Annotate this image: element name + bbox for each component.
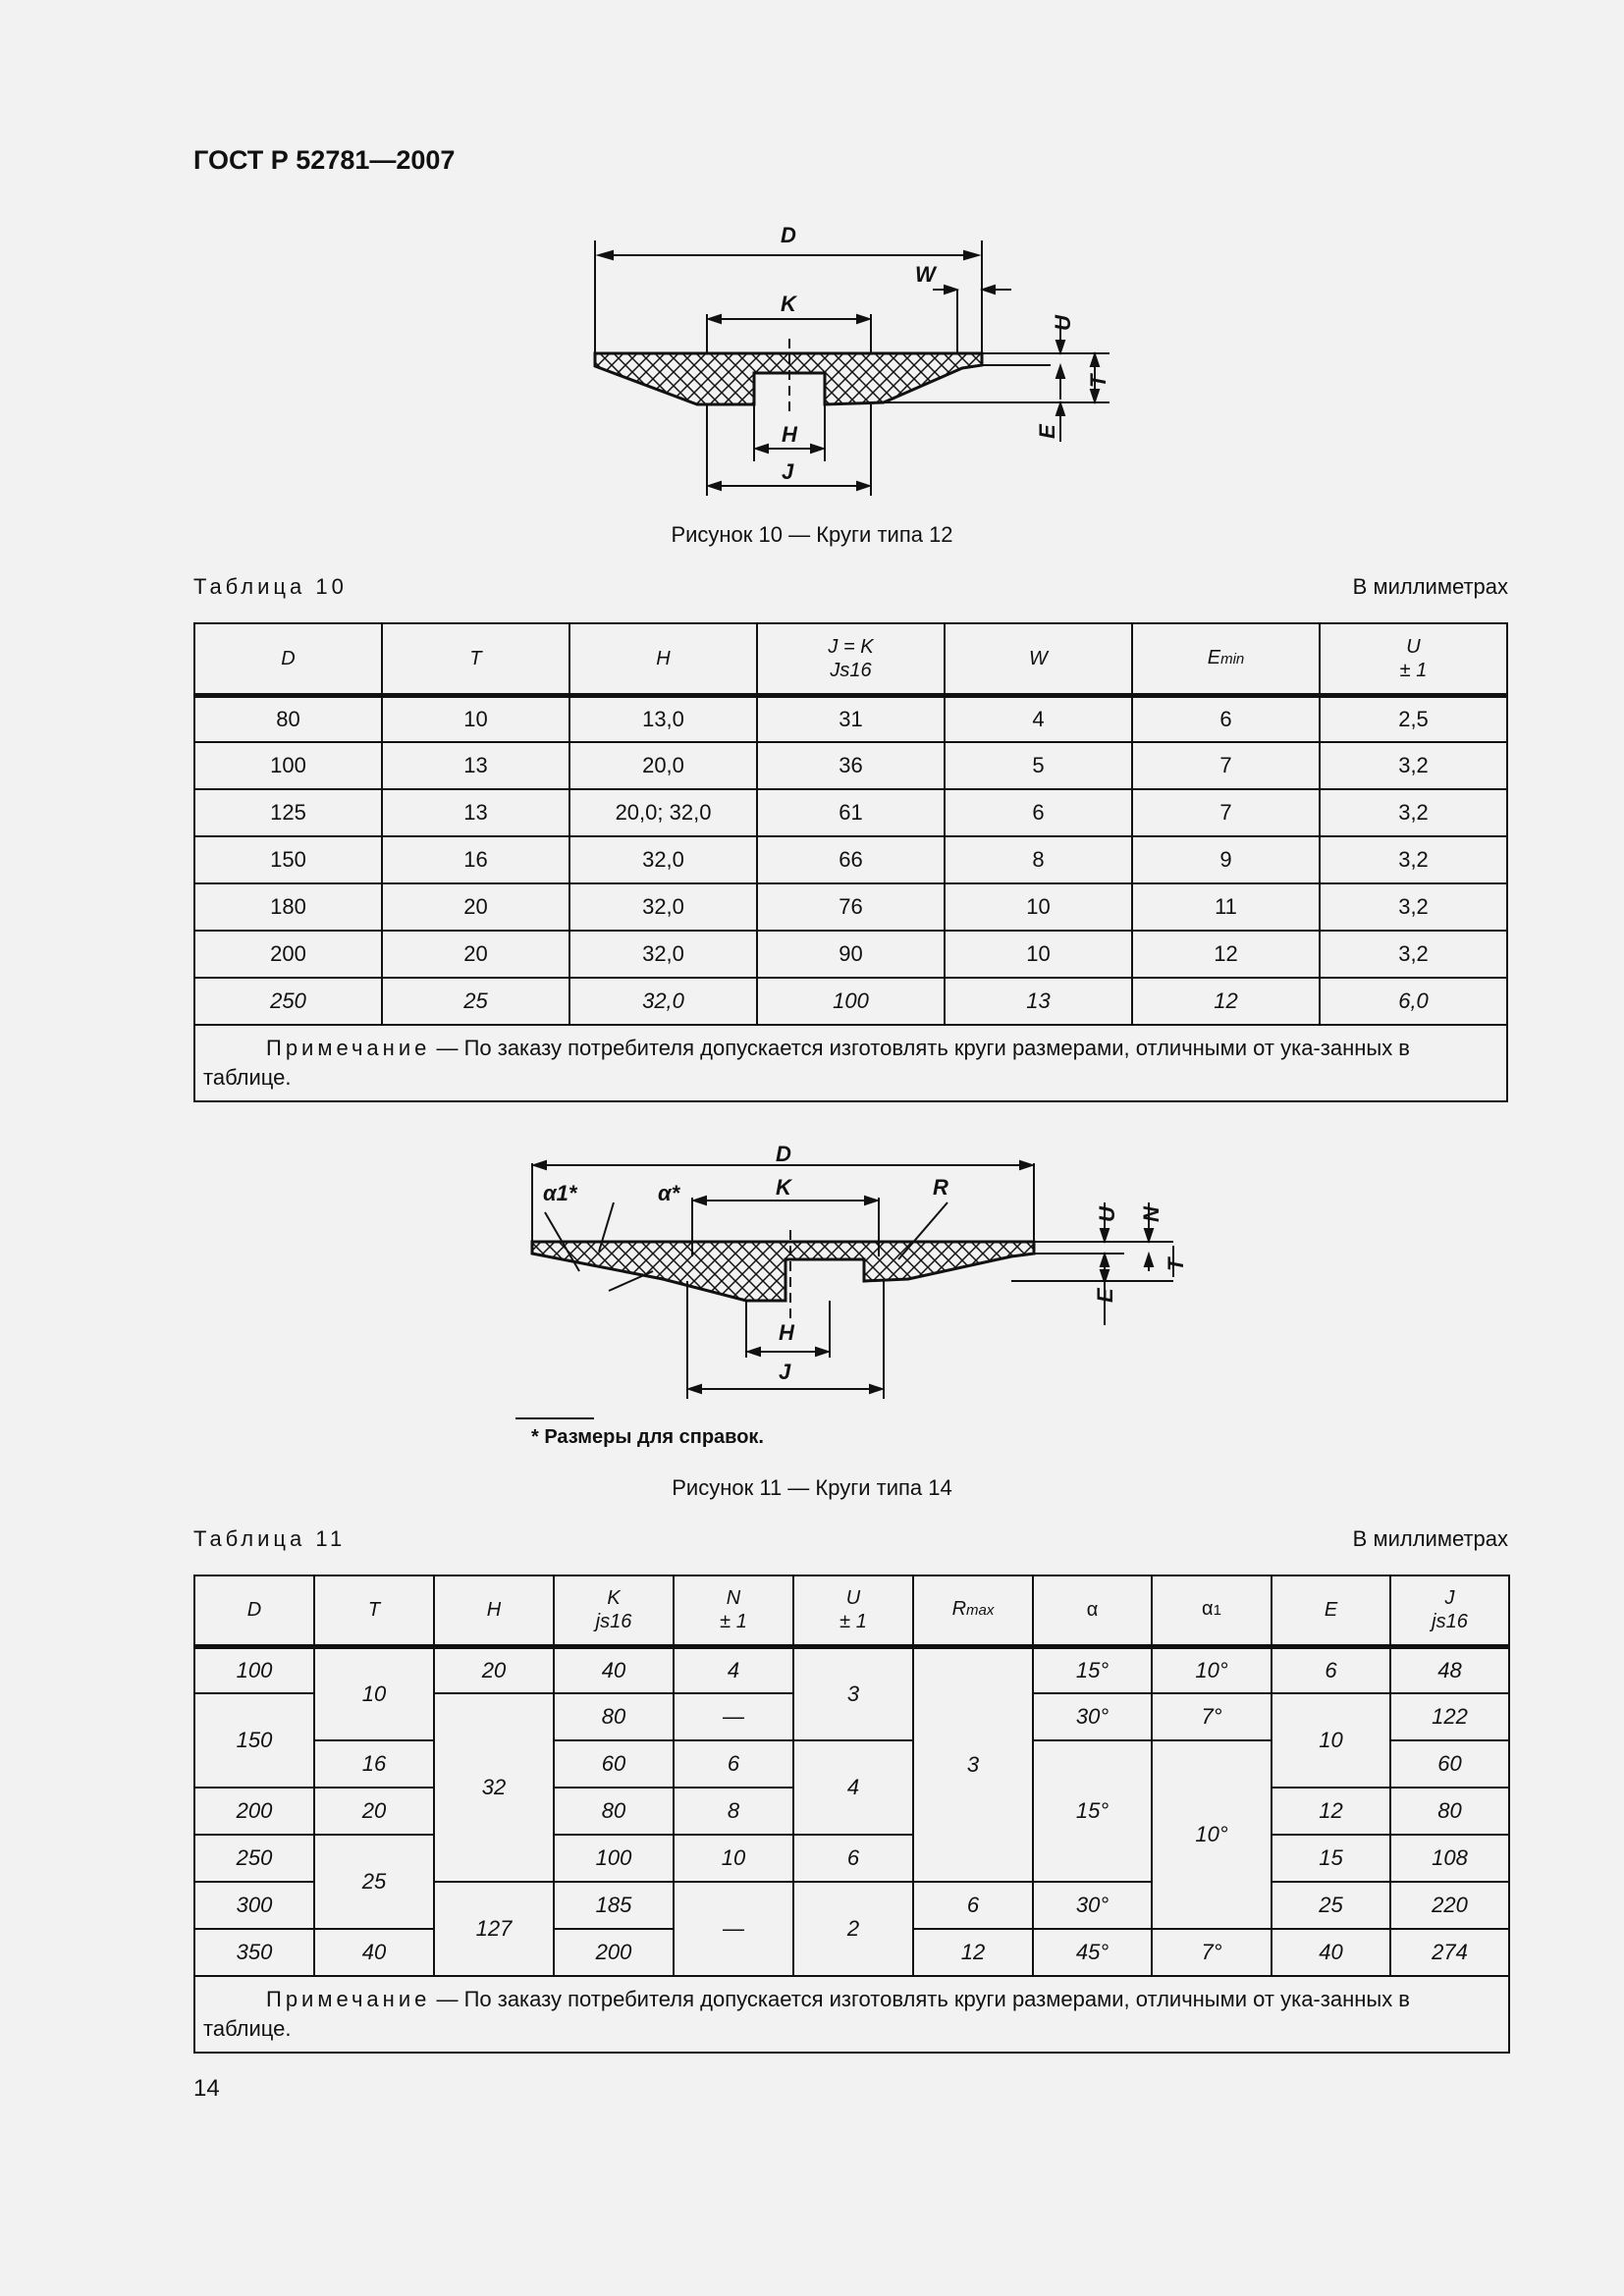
t10-cell: 32,0 [569,931,757,978]
t11-cell: 10° [1152,1646,1272,1693]
table-row [194,742,1507,789]
fig11-label-t: T [1164,1257,1188,1271]
t10-cell: 2,5 [1320,695,1507,742]
t10-cell: 9 [1132,836,1320,883]
t10-cell: 6,0 [1320,978,1507,1025]
table-row [194,978,1507,1025]
t10-cell: 250 [194,978,382,1025]
t11-cell: 80 [1390,1788,1509,1835]
t10-cell: 10 [945,931,1132,978]
fig10-label-d: D [781,223,796,247]
t10-cell: 36 [757,742,945,789]
t11-cell: 100 [554,1835,674,1882]
t11-cell: 300 [194,1882,314,1929]
t11-cell: 80 [554,1693,674,1740]
t11-cell: 6 [793,1835,913,1882]
t11-cell: 60 [554,1740,674,1788]
t11-cell: 6 [1272,1646,1390,1693]
t11-cell: 2 [793,1882,913,1976]
t10-cell: 3,2 [1320,836,1507,883]
t10-cell: 32,0 [569,978,757,1025]
t10-cell: 32,0 [569,883,757,931]
t11-header-d: D [194,1575,314,1646]
fig10-label-h: H [782,422,797,447]
t11-cell: 40 [554,1646,674,1693]
t10-cell: 76 [757,883,945,931]
t11-cell: 250 [194,1835,314,1882]
t10-cell: 7 [1132,789,1320,836]
t10-cell: 25 [382,978,569,1025]
t11-header-h: H [434,1575,554,1646]
t11-cell: 3 [793,1646,913,1740]
fig10-label-e: E [1035,424,1059,439]
t11-cell: 40 [314,1929,434,1976]
t11-cell: 3 [913,1646,1033,1882]
t11-cell: 10 [1272,1693,1390,1788]
t10-cell: 3,2 [1320,931,1507,978]
page-number: 14 [193,2075,220,2102]
t10-cell: 80 [194,695,382,742]
fig10-label-t: T [1086,374,1110,388]
t11-header-j: J js16 [1390,1575,1509,1646]
t10-cell: 4 [945,695,1132,742]
fig11-label-h: H [779,1320,794,1345]
t11-cell: 16 [314,1740,434,1788]
t10-cell: 6 [1132,695,1320,742]
t10-cell: 3,2 [1320,742,1507,789]
t11-header-k: K js16 [554,1575,674,1646]
figure-11-drawing [515,1144,1203,1468]
fig10-label-w: W [915,262,936,287]
t11-header-t: T [314,1575,434,1646]
t11-cell: 7° [1152,1693,1272,1740]
table-10-title: Таблица 10 [193,574,348,599]
figure-11-footnote: * Размеры для справок. [531,1426,764,1448]
fig11-label-e: E [1093,1288,1117,1303]
t11-cell: 25 [314,1835,434,1929]
t10-cell: 150 [194,836,382,883]
t11-cell: 200 [554,1929,674,1976]
t11-cell: 60 [1390,1740,1509,1788]
t10-cell: 20,0; 32,0 [569,789,757,836]
t11-cell: 108 [1390,1835,1509,1882]
t10-cell: 11 [1132,883,1320,931]
t11-cell: 25 [1272,1882,1390,1929]
t11-cell: 12 [1272,1788,1390,1835]
t10-cell: 7 [1132,742,1320,789]
t11-cell: 30° [1033,1882,1152,1929]
t11-cell: 4 [674,1646,793,1693]
t11-header-u: U ± 1 [793,1575,913,1646]
t10-cell: 16 [382,836,569,883]
t11-cell: 150 [194,1693,314,1788]
t10-cell: 3,2 [1320,789,1507,836]
t10-cell: 32,0 [569,836,757,883]
t11-cell: 40 [1272,1929,1390,1976]
t11-cell: 185 [554,1882,674,1929]
t11-cell: — [674,1882,793,1976]
t11-cell: 20 [314,1788,434,1835]
t10-header-h: H [569,623,757,695]
t11-cell: 10 [674,1835,793,1882]
t10-cell: 13,0 [569,695,757,742]
t11-cell: 350 [194,1929,314,1976]
t10-cell: 3,2 [1320,883,1507,931]
t10-cell: 13 [382,789,569,836]
t11-cell: — [674,1693,793,1740]
t11-cell: 10° [1152,1740,1272,1929]
table-row [194,836,1507,883]
figure-10-caption: Рисунок 10 — Круги типа 12 [671,522,953,547]
t10-cell: 10 [382,695,569,742]
fig11-label-alpha1: α1* [543,1181,577,1205]
t11-cell: 45° [1033,1929,1152,1976]
figure-11-caption: Рисунок 11 — Круги типа 14 [672,1475,952,1500]
t11-cell: 8 [674,1788,793,1835]
t11-cell: 100 [194,1646,314,1693]
t11-cell: 12 [913,1929,1033,1976]
t10-header-d: D [194,623,382,695]
t11-cell: 127 [434,1882,554,1976]
t10-header-u: U ± 1 [1320,623,1507,695]
document-header: ГОСТ Р 52781—2007 [193,145,456,175]
fig10-label-k: K [781,292,796,316]
table-11 [193,1575,1510,2054]
table-10-units: В миллиметрах [1352,574,1508,599]
t10-cell: 8 [945,836,1132,883]
t10-cell: 12 [1132,931,1320,978]
t10-cell: 100 [757,978,945,1025]
t10-cell: 20 [382,931,569,978]
t11-cell: 15° [1033,1740,1152,1882]
fig11-label-r: R [933,1175,948,1200]
t11-cell: 15° [1033,1646,1152,1693]
fig11-label-alpha: α* [658,1181,680,1205]
fig11-label-j: J [779,1360,791,1384]
t10-cell: 90 [757,931,945,978]
t11-header-r: Rmax [913,1575,1033,1646]
t10-cell: 13 [382,742,569,789]
t11-header-alpha: α [1033,1575,1152,1646]
t11-cell: 30° [1033,1693,1152,1740]
t10-header-t: T [382,623,569,695]
fig11-label-u: U [1095,1206,1119,1222]
table-row [194,931,1507,978]
t11-cell: 200 [194,1788,314,1835]
t11-cell: 10 [314,1646,434,1740]
fig11-label-k: K [776,1175,791,1200]
t11-cell: 6 [674,1740,793,1788]
t11-cell: 4 [793,1740,913,1835]
t10-header-w: W [945,623,1132,695]
t10-cell: 12 [1132,978,1320,1025]
table-10 [193,622,1508,1102]
table-row [194,695,1507,742]
table-row [194,789,1507,836]
t11-cell: 122 [1390,1693,1509,1740]
t10-header-jk: J = K Js16 [757,623,945,695]
t10-cell: 31 [757,695,945,742]
t11-cell: 6 [913,1882,1033,1929]
fig10-label-j: J [782,459,794,484]
t10-cell: 5 [945,742,1132,789]
t10-cell: 125 [194,789,382,836]
t10-cell: 200 [194,931,382,978]
t10-cell: 13 [945,978,1132,1025]
table-11-units: В миллиметрах [1352,1526,1508,1551]
t10-cell: 20,0 [569,742,757,789]
t11-cell: 20 [434,1646,554,1693]
figure-10-drawing [550,221,1139,506]
fig11-label-n: N [1139,1206,1164,1222]
t10-cell: 10 [945,883,1132,931]
t11-cell: 220 [1390,1882,1509,1929]
fig10-label-u: U [1051,315,1075,331]
t10-cell: 6 [945,789,1132,836]
t10-cell: 20 [382,883,569,931]
t10-cell: 100 [194,742,382,789]
t10-cell: 180 [194,883,382,931]
t10-cell: 66 [757,836,945,883]
t10-note: Примечание — По заказу потребителя допускается изготовлять круги размерами, отличными от ука-занных в таблице. [194,1025,1507,1101]
t11-cell: 80 [554,1788,674,1835]
t11-header-e: E [1272,1575,1390,1646]
t11-header-alpha1: α1 [1152,1575,1272,1646]
t11-cell: 7° [1152,1929,1272,1976]
fig11-label-d: D [776,1142,791,1166]
t11-cell: 32 [434,1693,554,1882]
t10-cell: 61 [757,789,945,836]
t11-cell: 15 [1272,1835,1390,1882]
t10-header-e: Emin [1132,623,1320,695]
t11-header-n: N ± 1 [674,1575,793,1646]
t11-cell: 48 [1390,1646,1509,1693]
table-row [194,883,1507,931]
table-11-title: Таблица 11 [193,1526,347,1551]
t11-cell: 274 [1390,1929,1509,1976]
t11-note: Примечание — По заказу потребителя допускается изготовлять круги размерами, отличными от ука-занных в таблице. [194,1976,1509,2053]
